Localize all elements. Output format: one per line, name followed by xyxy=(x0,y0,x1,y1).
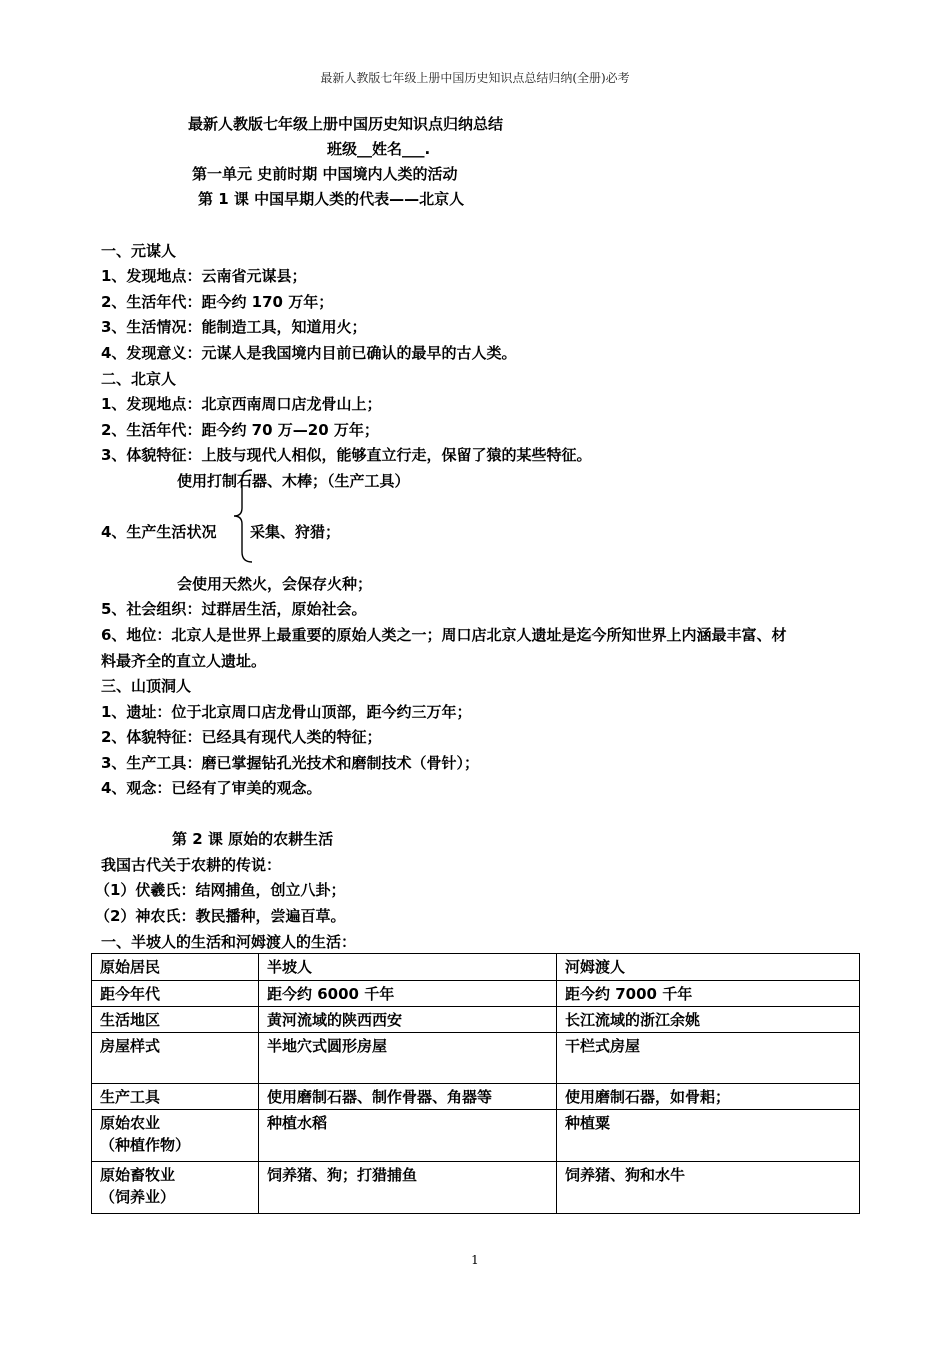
page-number: 1 xyxy=(471,1253,479,1267)
table-cell: 使用磨制石器、制作骨器、角器等 xyxy=(259,1084,557,1110)
table-cell: 距今约 7000 千年 xyxy=(557,981,860,1007)
table-header-cell: 原始居民 xyxy=(92,954,259,981)
curly-brace-icon xyxy=(232,468,262,564)
table-cell: 半地穴式圆形房屋 xyxy=(259,1033,557,1084)
table-row xyxy=(92,1110,860,1162)
table-header-cell: 半坡人 xyxy=(259,954,557,981)
list-item: 1、遗址：位于北京周口店龙骨山顶部，距今约三万年； xyxy=(101,703,472,721)
list-item: 5、社会组织：过群居生活，原始社会。 xyxy=(101,600,367,618)
table-header-cell: 河姆渡人 xyxy=(557,954,860,981)
table-cell: 干栏式房屋 xyxy=(557,1033,860,1084)
legend-item: （2）神农氏：教民播种，尝遍百草。 xyxy=(95,907,346,925)
list-item: 2、体貌特征：已经具有现代人类的特征； xyxy=(101,728,382,746)
table-cell: 使用磨制石器，如骨耜； xyxy=(557,1084,860,1110)
table-cell: 种植粟 xyxy=(557,1110,860,1162)
production-sub-item: 会使用天然火，会保存火种； xyxy=(177,575,373,593)
table-row xyxy=(92,1084,860,1110)
table-cell: 黄河流域的陕西西安 xyxy=(259,1007,557,1033)
table-cell: 距今约 6000 千年 xyxy=(259,981,557,1007)
legend-intro: 我国古代关于农耕的传说： xyxy=(101,856,282,874)
production-label: 4、生产生活状况 xyxy=(101,523,217,541)
list-item: 3、生活情况：能制造工具，知道用火； xyxy=(101,318,367,336)
table-cell: 原始畜牧业 （饲养业） xyxy=(92,1162,259,1214)
list-item: 2、生活年代：距今约 170 万年； xyxy=(101,293,334,311)
document-title: 最新人教版七年级上册中国历史知识点归纳总结 xyxy=(188,115,504,133)
list-item: 4、观念：已经有了审美的观念。 xyxy=(101,779,322,797)
table-cell: 房屋样式 xyxy=(92,1033,259,1084)
table-cell: 原始农业 （种植作物） xyxy=(92,1110,259,1162)
table-cell: 长江流域的浙江余姚 xyxy=(557,1007,860,1033)
table-row xyxy=(92,1162,860,1214)
class-name-line: 班级__姓名___. xyxy=(327,140,431,158)
list-item: 2、生活年代：距今约 70 万—20 万年； xyxy=(101,421,379,439)
legend-item: （1）伏羲氏：结网捕鱼，创立八卦； xyxy=(95,881,346,899)
list-item-continued: 料最齐全的直立人遗址。 xyxy=(101,652,267,670)
section-yuanmou-heading: 一、元谋人 xyxy=(101,242,177,260)
production-sub-item: 使用打制石器、木棒；（生产工具） xyxy=(177,472,410,490)
table-cell: 种植水稻 xyxy=(259,1110,557,1162)
running-header: 最新人教版七年级上册中国历史知识点总结归纳(全册)必考 xyxy=(320,71,630,85)
unit-title: 第一单元 史前时期 中国境内人类的活动 xyxy=(192,165,458,183)
table-heading: 一、半坡人的生活和河姆渡人的生活： xyxy=(101,933,357,951)
list-item: 3、体貌特征：上肢与现代人相似，能够直立行走，保留了猿的某些特征。 xyxy=(101,446,592,464)
list-item: 4、发现意义：元谋人是我国境内目前已确认的最早的古人类。 xyxy=(101,344,517,362)
list-item: 1、发现地点：北京西南周口店龙骨山上； xyxy=(101,395,382,413)
table-header-row xyxy=(92,954,860,981)
table-row xyxy=(92,981,860,1007)
comparison-table xyxy=(91,953,860,1214)
section-shanding-heading: 三、山顶洞人 xyxy=(101,677,192,695)
table-row xyxy=(92,1007,860,1033)
list-item: 3、生产工具：磨已掌握钻孔光技术和磨制技术（骨针）； xyxy=(101,754,479,772)
table-cell: 饲养猪、狗和水牛 xyxy=(557,1162,860,1214)
table-row xyxy=(92,1033,860,1084)
list-item: 1、发现地点：云南省元谋县； xyxy=(101,267,307,285)
table-cell: 生活地区 xyxy=(92,1007,259,1033)
table-cell: 生产工具 xyxy=(92,1084,259,1110)
list-item: 6、地位：北京人是世界上最重要的原始人类之一；周口店北京人遗址是迄今所知世界上内涵最丰富、材 xyxy=(101,626,787,644)
section-beijing-heading: 二、北京人 xyxy=(101,370,177,388)
table-cell: 饲养猪、狗；打猎捕鱼 xyxy=(259,1162,557,1214)
lesson1-title: 第 1 课 中国早期人类的代表——北京人 xyxy=(198,190,465,208)
table-cell: 距今年代 xyxy=(92,981,259,1007)
lesson2-title: 第 2 课 原始的农耕生活 xyxy=(172,830,334,848)
production-sub-item: 采集、狩猎； xyxy=(250,523,341,541)
